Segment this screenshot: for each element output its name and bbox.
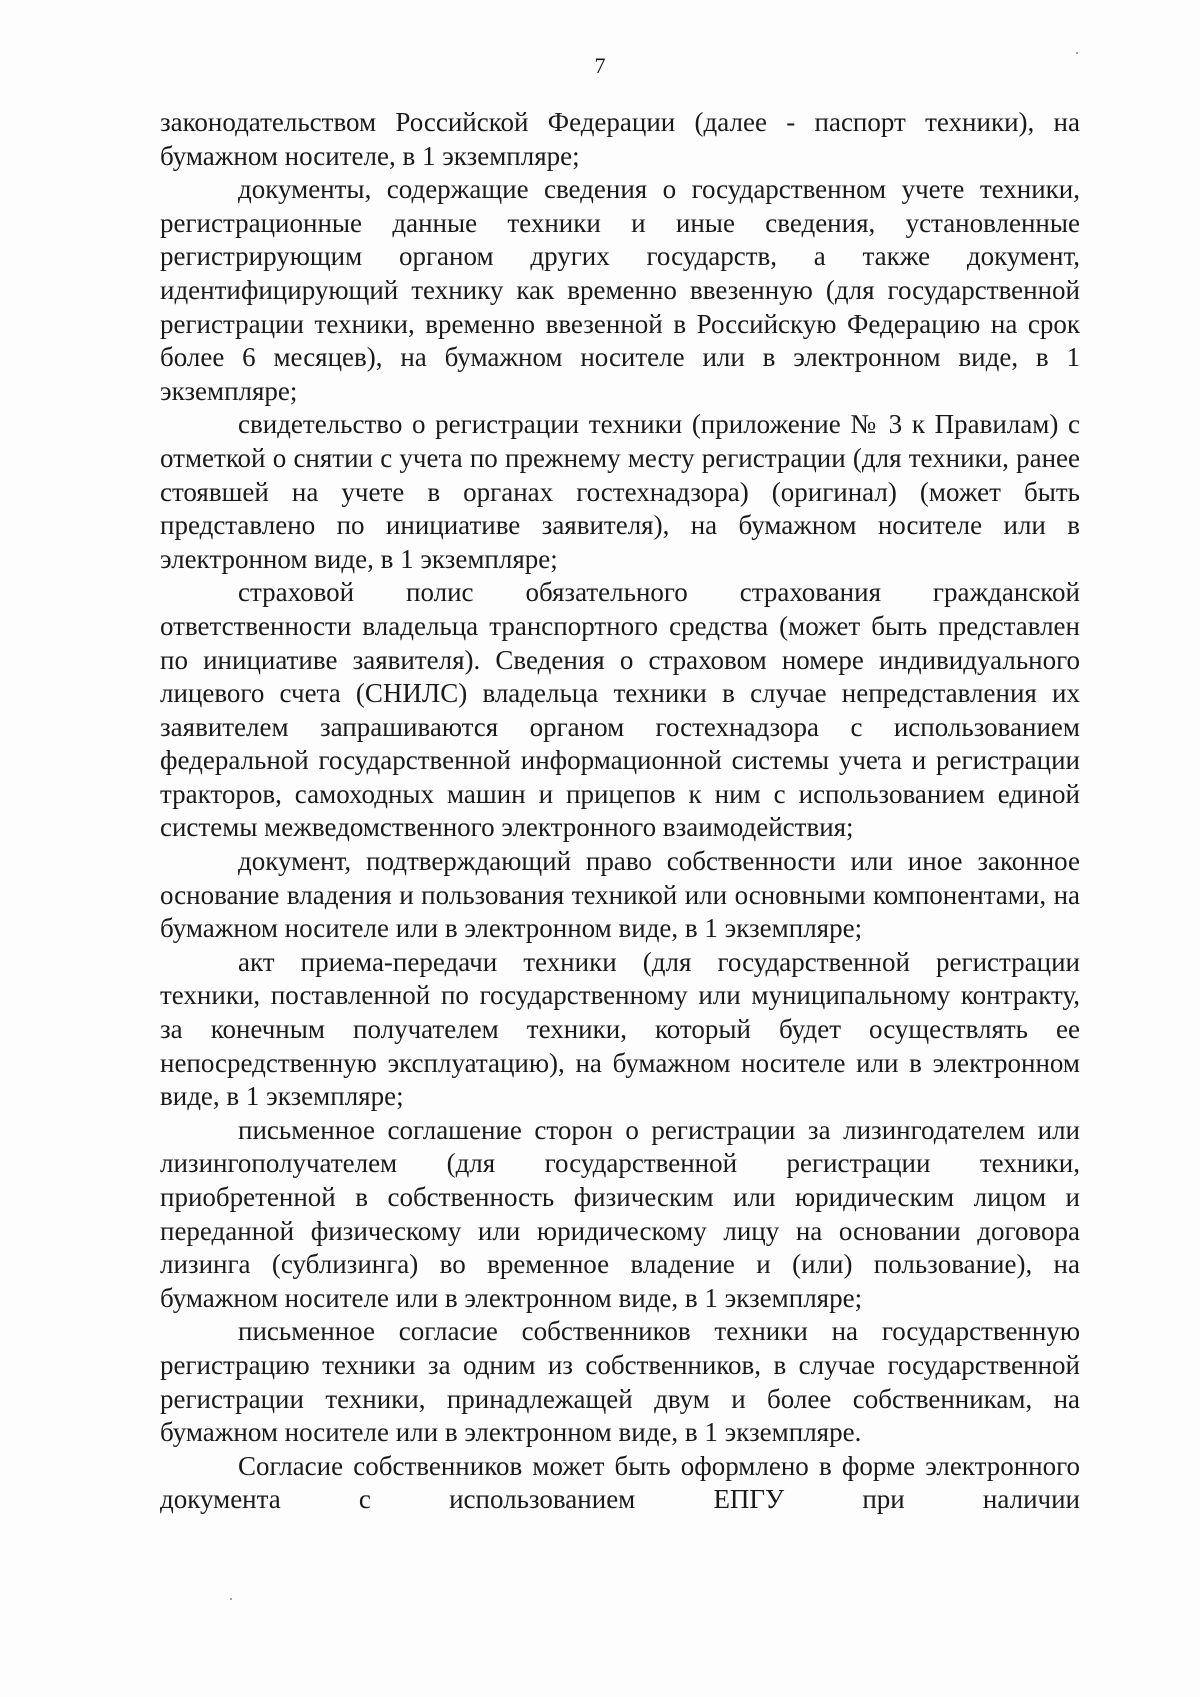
paragraph-insurance-policy: страховой полис обязательного страхования гражданской ответственности владельца транспортного средства (может быть представлен по инициативе заявителя). Сведения о страховом номере индивидуального лицевого счета (СНИЛС) владельца техники в случае непредставления их заявителем запрашиваются органом гостехнадзора с использованием федеральной государственной информационной системы учета и регистрации тракторов, самоходных машин и прицепов к ним с использованием единой системы межведомственного электронного взаимодействия; bbox=[160, 577, 1080, 843]
paragraph-ownership-document: документ, подтверждающий право собственности или иное законное основание владения и пользования техникой или основными компонентами, на бумажном носителе или в электронном виде, в 1 экземпляре; bbox=[160, 846, 1080, 944]
paragraph-owners-consent: письменное согласие собственников техники на государственную регистрацию техники за одним из собственников, в случае государственной регистрации техники, принадлежащей двум и более собственникам, на бумажном носителе или в электронном виде, в 1 экземпляре. bbox=[160, 1316, 1080, 1448]
document-body bbox=[160, 106, 1080, 1517]
paragraph-leasing-agreement: письменное соглашение сторон о регистрации за лизингодателем или лизингополучателем (для государственной регистрации техники, приобретенной в собственность физическим или юридическим лицом и переданной физическому или юридическому лицу на основании договора лизинга (сублизинга) во временное владение и (или) пользование), на бумажном носителе или в электронном виде, в 1 экземпляре; bbox=[160, 1114, 1080, 1313]
paragraph-transfer-act: акт приема-передачи техники (для государственной регистрации техники, поставленной по государственному или муниципальному контракту, за конечным получателем техники, который будет осуществлять ее непосредственную эксплуатацию), на бумажном носителе или в электронном виде, в 1 экземпляре; bbox=[160, 946, 1080, 1112]
paragraph-continuation: законодательством Российской Федерации (далее - паспорт техники), на бумажном носителе, в 1 экземпляре; bbox=[160, 107, 1080, 171]
scan-speck bbox=[1076, 52, 1078, 54]
scan-speck bbox=[230, 1598, 232, 1600]
paragraph-electronic-consent: Согласие собственников может быть оформлено в форме электронного документа с использованием ЕПГУ при наличии bbox=[160, 1450, 1080, 1515]
paragraph-registration-certificate: свидетельство о регистрации техники (приложение № 3 к Правилам) с отметкой о снятии с учета по прежнему месту регистрации (для техники, ранее стоявшей на учете в органах гостехнадзора) (оригинал) (может быть представлено по инициативе заявителя), на бумажном носителе или в электронном виде, в 1 экземпляре; bbox=[160, 409, 1080, 574]
page-number: 7 bbox=[594, 53, 606, 78]
paragraph-registration-documents: документы, содержащие сведения о государственном учете техники, регистрационные данные техники и иные сведения, установленные регистрирующим органом других государств, а также документ, идентифицирующий технику как временно ввезенную (для государственной регистрации техники, временно ввезенной в Российскую Федерацию на срок более 6 месяцев), на бумажном носителе или в электронном виде, в 1 экземпляре; bbox=[160, 174, 1080, 406]
